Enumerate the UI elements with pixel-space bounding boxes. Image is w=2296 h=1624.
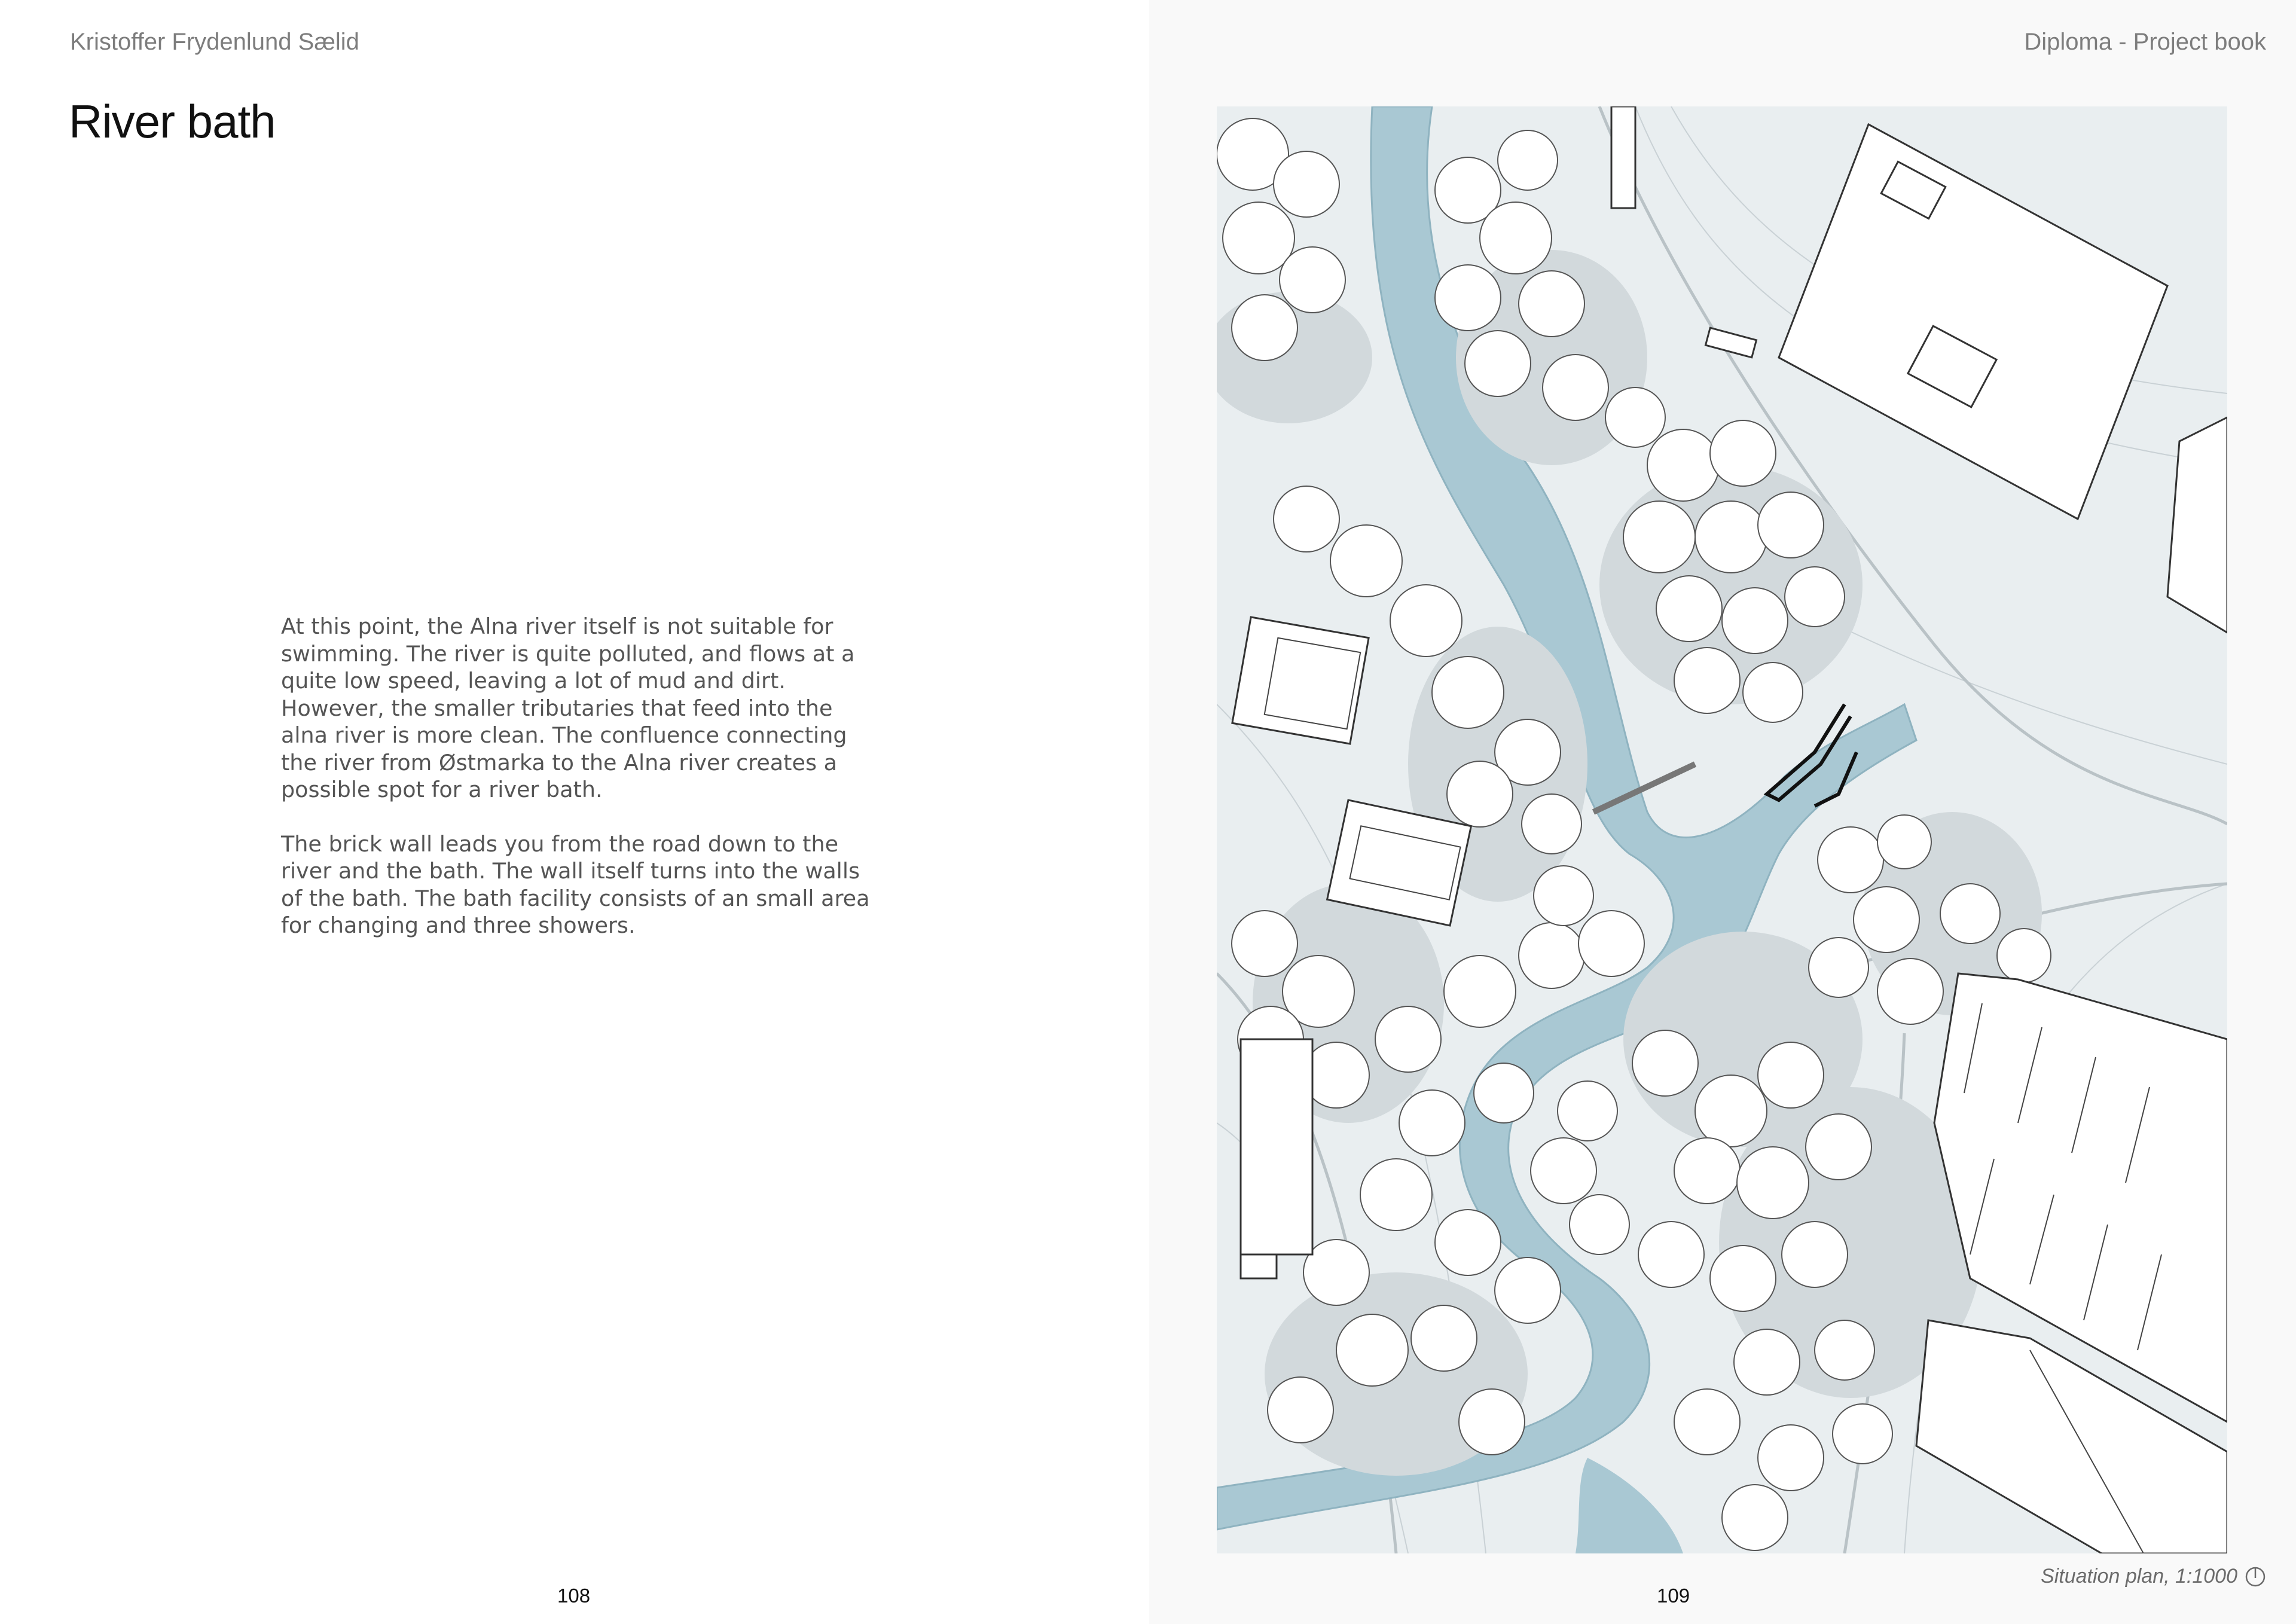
page-number-right: 109	[1657, 1585, 1690, 1607]
north-arrow-icon	[2245, 1566, 2266, 1588]
author-name: Kristoffer Frydenlund Sælid	[70, 29, 359, 55]
situation-plan	[1217, 106, 2227, 1553]
section-title: River bath	[69, 95, 276, 148]
right-page	[1149, 0, 2296, 1624]
paragraph-2: The brick wall leads you from the road down to the river and the bath. The wall itself turns into the walls of the bath. The bath facility consists of an small area for changing and three showers.	[281, 831, 870, 938]
page-number-left: 108	[557, 1585, 591, 1607]
paragraph-1: At this point, the Alna river itself is not suitable for swimming. The river is quite polluted, and flows at a quite low speed, leaving a lot of mud and dirt. However, the smaller tributaries that feed into the alna river is more clean. The confluence connecting the river from Østmarka to the Alna river creates a possible spot for a river bath.	[281, 613, 855, 802]
figure-caption	[2041, 1565, 2266, 1588]
body-text	[281, 613, 885, 966]
book-title: Diploma - Project book	[2024, 29, 2266, 55]
caption-text: Situation plan, 1:1000	[2041, 1565, 2237, 1588]
